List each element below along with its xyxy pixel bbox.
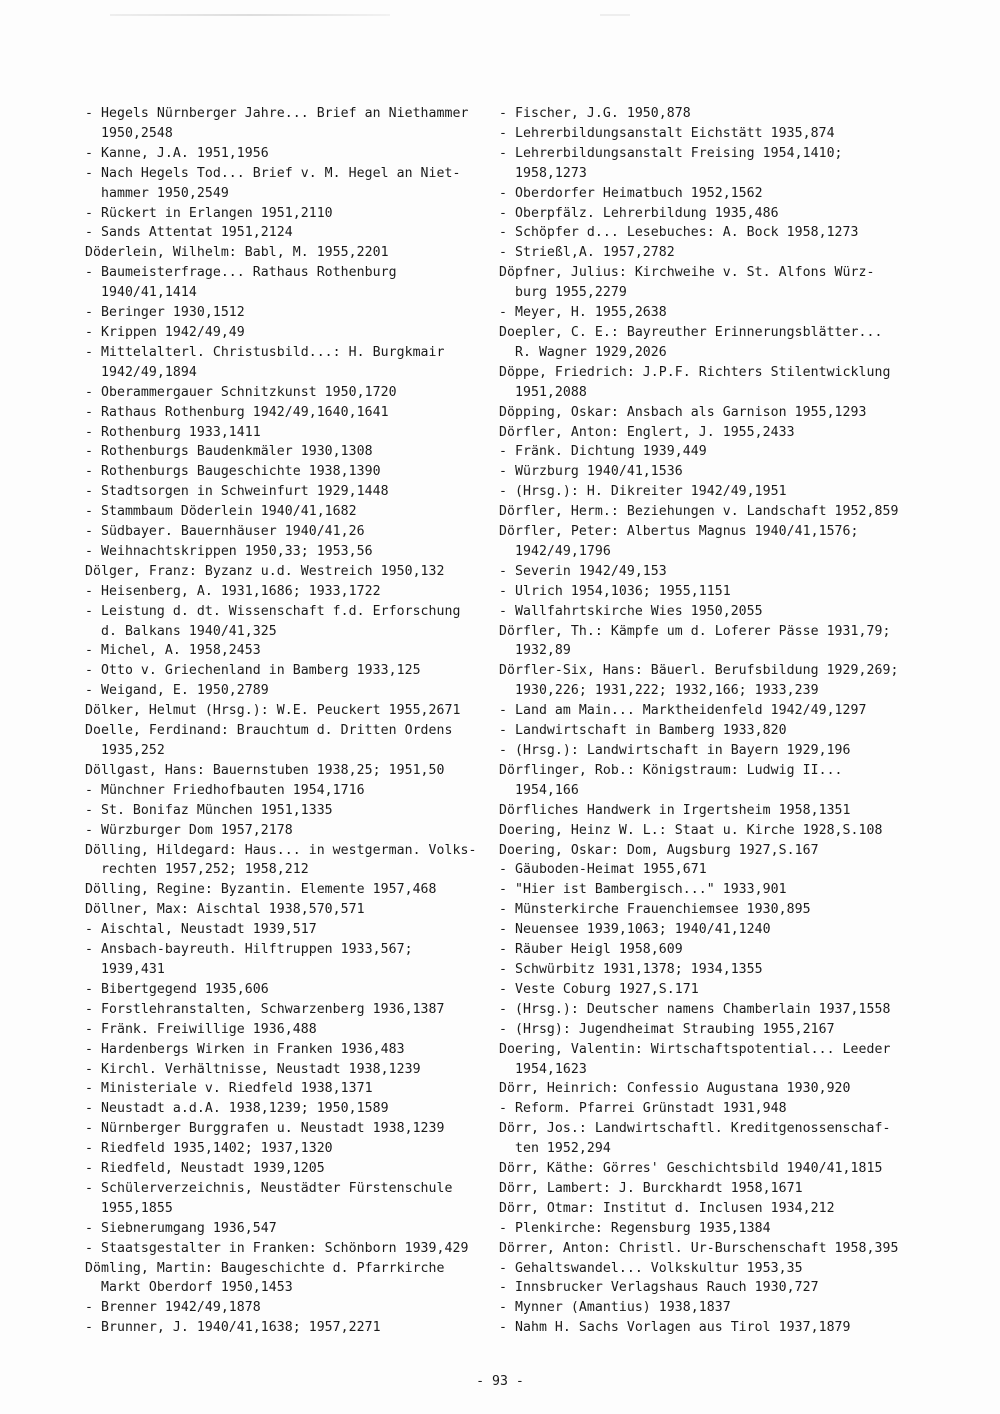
index-line: 1951,2088 [499,384,587,400]
index-line: Dörr, Käthe: Görres' Geschichtsbild 1940/41,1815 [499,1161,883,1177]
index-line: Dörr, Lambert: J. Burckhardt 1958,1671 [499,1180,803,1196]
index-line: - (Hrsg.): Deutscher namens Chamberlain 1937,1558 [499,1001,891,1017]
index-line: Dörr, Heinrich: Confessio Augustana 1930,920 [499,1081,851,1097]
index-line: - Weihnachtskrippen 1950,33; 1953,56 [85,543,373,559]
index-line: - Rothenburgs Baudenkmäler 1930,1308 [85,444,373,460]
index-line: - Oberammergauer Schnitzkunst 1950,1720 [85,384,397,400]
index-line: - Kirchl. Verhältnisse, Neustadt 1938,1239 [85,1061,421,1077]
index-line: - Staatsgestalter in Franken: Schönborn 1939,429 [85,1240,469,1256]
index-line: 1954,1623 [499,1061,587,1077]
index-line: Dörr, Jos.: Landwirtschaftl. Kreditgenossenschaf- [499,1121,891,1137]
index-line: - Nahm H. Sachs Vorlagen aus Tirol 1937,1879 [499,1320,851,1336]
index-line: - Sands Attentat 1951,2124 [85,225,293,241]
index-line: - Brunner, J. 1940/41,1638; 1957,2271 [85,1320,381,1336]
index-line: - Rothenburgs Baugeschichte 1938,1390 [85,464,381,480]
index-line: - Leistung d. dt. Wissenschaft f.d. Erforschung [85,603,461,619]
index-line: - Kanne, J.A. 1951,1956 [85,145,269,161]
index-line: - Ulrich 1954,1036; 1955,1151 [499,583,731,599]
index-line: - Münchner Friedhofbauten 1954,1716 [85,782,365,798]
index-line: - Riedfeld 1935,1402; 1937,1320 [85,1141,333,1157]
index-line: Döllner, Max: Aischtal 1938,570,571 [85,902,365,918]
index-line: 1932,89 [499,643,571,659]
index-line: Dölker, Helmut (Hrsg.): W.E. Peuckert 1955,2671 [85,703,461,719]
index-line: 1930,226; 1931,222; 1932,166; 1933,239 [499,683,819,699]
index-line: - Gäuboden-Heimat 1955,671 [499,862,707,878]
index-line: Döpping, Oskar: Ansbach als Garnison 1955,1293 [499,404,867,420]
index-line: - Schwürbitz 1931,1378; 1934,1355 [499,961,763,977]
index-line: Dölling, Hildegard: Haus... in westgerman. Volks- [85,842,477,858]
index-line: Dörfler, Peter: Albertus Magnus 1940/41,1576; [499,524,859,540]
index-line: - Würzburg 1940/41,1536 [499,464,683,480]
index-line: Dörfler, Herm.: Beziehungen v. Landschaft 1952,859 [499,504,899,520]
index-line: - Strießl,A. 1957,2782 [499,245,675,261]
index-line: - Mittelalterl. Christusbild...: H. Burgkmair [85,344,445,360]
index-line: - St. Bonifaz München 1951,1335 [85,802,333,818]
index-line: - Severin 1942/49,153 [499,563,667,579]
index-line: - Nach Hegels Tod... Brief v. M. Hegel an Niet- [85,165,461,181]
index-line: 1939,431 [85,961,165,977]
index-line: - Südbayer. Bauernhäuser 1940/41,26 [85,524,365,540]
index-line: Döderlein, Wilhelm: Babl, M. 1955,2201 [85,245,389,261]
index-line: - Innsbrucker Verlagshaus Rauch 1930,727 [499,1280,819,1296]
index-line: - Heisenberg, A. 1931,1686; 1933,1722 [85,583,381,599]
index-line: - Rothenburg 1933,1411 [85,424,261,440]
index-line: - Michel, A. 1958,2453 [85,643,261,659]
index-line: Döppe, Friedrich: J.P.F. Richters Stilentwicklung [499,364,891,380]
index-line: Dörfler, Th.: Kämpfe um d. Loferer Pässe 1931,79; [499,623,891,639]
index-line: burg 1955,2279 [499,285,627,301]
index-line: - Rückert in Erlangen 1951,2110 [85,205,333,221]
index-line: 1935,252 [85,743,165,758]
index-line: - Rathaus Rothenburg 1942/49,1640,1641 [85,404,389,420]
index-line: - Fränk. Dichtung 1939,449 [499,444,707,460]
index-line: - (Hrsg.): Landwirtschaft in Bayern 1929,196 [499,743,851,758]
index-line: - Lehrerbildungsanstalt Eichstätt 1935,874 [499,125,835,141]
index-line: - Otto v. Griechenland in Bamberg 1933,125 [85,663,421,679]
index-line: - Forstlehranstalten, Schwarzenberg 1936,1387 [85,1001,445,1017]
index-line: - (Hrsg): Jugendheimat Straubing 1955,2167 [499,1021,835,1037]
index-line: - Gehaltswandel... Volkskultur 1953,35 [499,1260,803,1276]
index-line: Markt Oberdorf 1950,1453 [85,1280,293,1296]
index-line: - Räuber Heigl 1958,609 [499,942,683,958]
index-line: - Münsterkirche Frauenchiemsee 1930,895 [499,902,811,918]
index-line: - Plenkirche: Regensburg 1935,1384 [499,1220,771,1236]
index-line: - Krippen 1942/49,49 [85,324,245,340]
index-line: Dörflinger, Rob.: Königstraum: Ludwig II... [499,762,843,778]
index-line: Dölger, Franz: Byzanz u.d. Westreich 1950,132 [85,563,445,579]
index-line: R. Wagner 1929,2026 [499,344,667,360]
index-line: - Ministeriale v. Riedfeld 1938,1371 [85,1081,373,1097]
scan-artifact [110,14,390,16]
index-line: Dörfler-Six, Hans: Bäuerl. Berufsbildung 1929,269; [499,663,899,679]
index-line: - Landwirtschaft in Bamberg 1933,820 [499,723,787,739]
index-line: Dörfliches Handwerk in Irgertsheim 1958,1351 [499,802,851,818]
index-line: - Lehrerbildungsanstalt Freising 1954,1410; [499,145,843,161]
index-line: - Schöpfer d... Lesebuches: A. Bock 1958,1273 [499,225,859,241]
index-line: Doelle, Ferdinand: Brauchtum d. Dritten Ordens [85,723,453,739]
index-line: - Ansbach-bayreuth. Hilftruppen 1933,567; [85,942,413,958]
index-line: - Fränk. Freiwillige 1936,488 [85,1021,317,1037]
index-line: - Aischtal, Neustadt 1939,517 [85,922,317,938]
index-line: - "Hier ist Bambergisch..." 1933,901 [499,882,787,898]
index-line: - Brenner 1942/49,1878 [85,1300,261,1316]
index-line: Dörrer, Anton: Christl. Ur-Burschenschaft 1958,395 [499,1240,899,1256]
index-line: - Nürnberger Burggrafen u. Neustadt 1938,1239 [85,1121,445,1137]
index-line: Doering, Valentin: Wirtschaftspotential... Leeder [499,1041,891,1057]
index-line: ten 1952,294 [499,1141,611,1157]
index-line: Döllgast, Hans: Bauernstuben 1938,25; 1951,50 [85,762,445,778]
index-line: - Hegels Nürnberger Jahre... Brief an Niethammer [85,106,469,121]
index-line: Doering, Heinz W. L.: Staat u. Kirche 1928,S.108 [499,822,883,838]
index-line: Dörfler, Anton: Englert, J. 1955,2433 [499,424,795,440]
index-line: Döpfner, Julius: Kirchweihe v. St. Alfons Würz- [499,265,875,281]
index-line: 1955,1855 [85,1200,173,1216]
index-line: - Fischer, J.G. 1950,878 [499,106,691,121]
page-number: - 93 - [476,1374,524,1389]
index-line: - Hardenbergs Wirken in Franken 1936,483 [85,1041,405,1057]
index-line: - Siebnerumgang 1936,547 [85,1220,277,1236]
index-line: - Baumeisterfrage... Rathaus Rothenburg [85,265,397,281]
index-line: 1958,1273 [499,165,587,181]
index-line: - Veste Coburg 1927,S.171 [499,981,699,997]
index-line: - Neuensee 1939,1063; 1940/41,1240 [499,922,771,938]
index-line: - Stammbaum Döderlein 1940/41,1682 [85,504,357,520]
right-column [499,104,899,1338]
index-line: 1942/49,1894 [85,364,197,380]
index-line: - Weigand, E. 1950,2789 [85,683,269,699]
index-line: 1954,166 [499,782,579,798]
index-line: 1942/49,1796 [499,543,611,559]
index-line: Doepler, C. E.: Bayreuther Erinnerungsblätter... [499,324,883,340]
index-line: - Neustadt a.d.A. 1938,1239; 1950,1589 [85,1101,389,1117]
index-line: - Reform. Pfarrei Grünstadt 1931,948 [499,1101,787,1117]
index-line: Dölling, Regine: Byzantin. Elemente 1957,468 [85,882,437,898]
index-line: - Stadtsorgen in Schweinfurt 1929,1448 [85,484,389,500]
index-line: - Mynner (Amantius) 1938,1837 [499,1300,731,1316]
index-line: - Land am Main... Marktheidenfeld 1942/49,1297 [499,703,867,719]
index-line: - Oberpfälz. Lehrerbildung 1935,486 [499,205,779,221]
index-line: d. Balkans 1940/41,325 [85,623,277,639]
index-line: - Beringer 1930,1512 [85,305,245,321]
index-line: Dömling, Martin: Baugeschichte d. Pfarrkirche [85,1260,445,1276]
index-line: Doering, Oskar: Dom, Augsburg 1927,S.167 [499,842,819,858]
index-line: - Wallfahrtskirche Wies 1950,2055 [499,603,763,619]
index-line: - Riedfeld, Neustadt 1939,1205 [85,1161,325,1177]
index-line: - Oberdorfer Heimatbuch 1952,1562 [499,185,763,201]
index-line: hammer 1950,2549 [85,185,229,201]
index-line: 1940/41,1414 [85,285,197,301]
left-column [85,104,485,1338]
index-line: - Bibertgegend 1935,606 [85,981,269,997]
index-line: - Würzburger Dom 1957,2178 [85,822,293,838]
index-line: rechten 1957,252; 1958,212 [85,862,309,878]
index-line: 1950,2548 [85,125,173,141]
index-line: - Schülerverzeichnis, Neustädter Fürstenschule [85,1180,453,1196]
index-line: Dörr, Otmar: Institut d. Inclusen 1934,212 [499,1200,835,1216]
index-line: - Meyer, H. 1955,2638 [499,305,667,321]
scan-artifact [600,14,630,16]
index-line: - (Hrsg.): H. Dikreiter 1942/49,1951 [499,484,787,500]
